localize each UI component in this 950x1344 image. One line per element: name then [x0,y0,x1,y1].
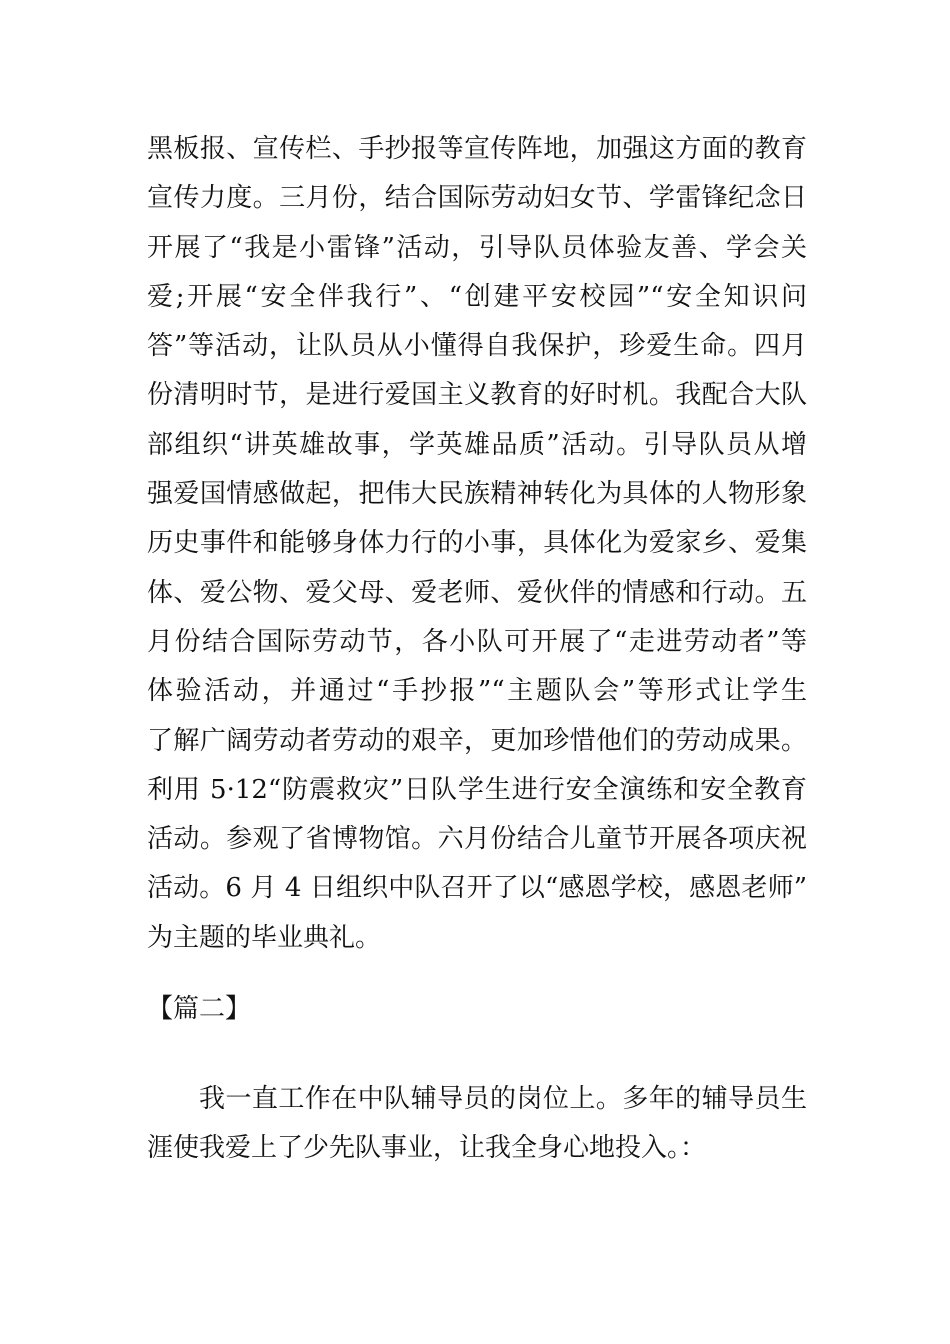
paragraph-line: 为主题的毕业典礼。 [147,922,382,953]
paragraph-line: 答”等活动，让队员从小懂得自我保护，珍爱生命。四月 [147,331,807,362]
paragraph-line: 活动。参观了省博物馆。六月份结合儿童节开展各项庆祝 [147,824,807,855]
paragraph-line: 涯使我爱上了少先队事业，让我全身心地投入。： [147,1133,707,1164]
paragraph-line: 我一直工作在中队辅导员的岗位上。多年的辅导员生 [199,1084,807,1114]
body-paragraph-1 [147,125,807,963]
paragraph-line: 开展了“我是小雷锋”活动，引导队员体验友善、学会关 [147,232,807,263]
section-heading [147,985,807,1034]
paragraph-line: 部组织“讲英雄故事，学英雄品质”活动。引导队员从增 [147,429,807,460]
paragraph-line: 体验活动，并通过“手抄报”“主题队会”等形式让学生 [147,676,807,707]
paragraph-line: 体、爱公物、爱父母、爱老师、爱伙伴的情感和行动。五 [147,577,807,608]
paragraph-line: 利用 5·12“防震救灾”日队学生进行安全演练和安全教育 [147,774,807,805]
paragraph-line: 活动。6 月 4 日组织中队召开了以“感恩学校，感恩老师” [147,873,807,904]
paragraph-line: 爱;开展“安全伴我行”、“创建平安校园”“安全知识问 [147,281,807,312]
paragraph-line: 黑板报、宣传栏、手抄报等宣传阵地，加强这方面的教育 [147,134,807,164]
body-paragraph-2 [147,1075,807,1174]
paragraph-line: 宣传力度。三月份，结合国际劳动妇女节、学雷锋纪念日 [147,183,807,214]
paragraph-line: 强爱国情感做起，把伟大民族精神转化为具体的人物形象 [147,479,807,510]
paragraph-line: 了解广阔劳动者劳动的艰辛，更加珍惜他们的劳动成果。 [147,725,807,756]
paragraph-line: 历史事件和能够身体力行的小事，具体化为爱家乡、爱集 [147,528,807,559]
paragraph-line: 份清明时节，是进行爱国主义教育的好时机。我配合大队 [147,380,807,411]
section-heading-text: 【篇二】 [147,994,252,1024]
paragraph-line: 月份结合国际劳动节，各小队可开展了“走进劳动者”等 [147,626,807,657]
